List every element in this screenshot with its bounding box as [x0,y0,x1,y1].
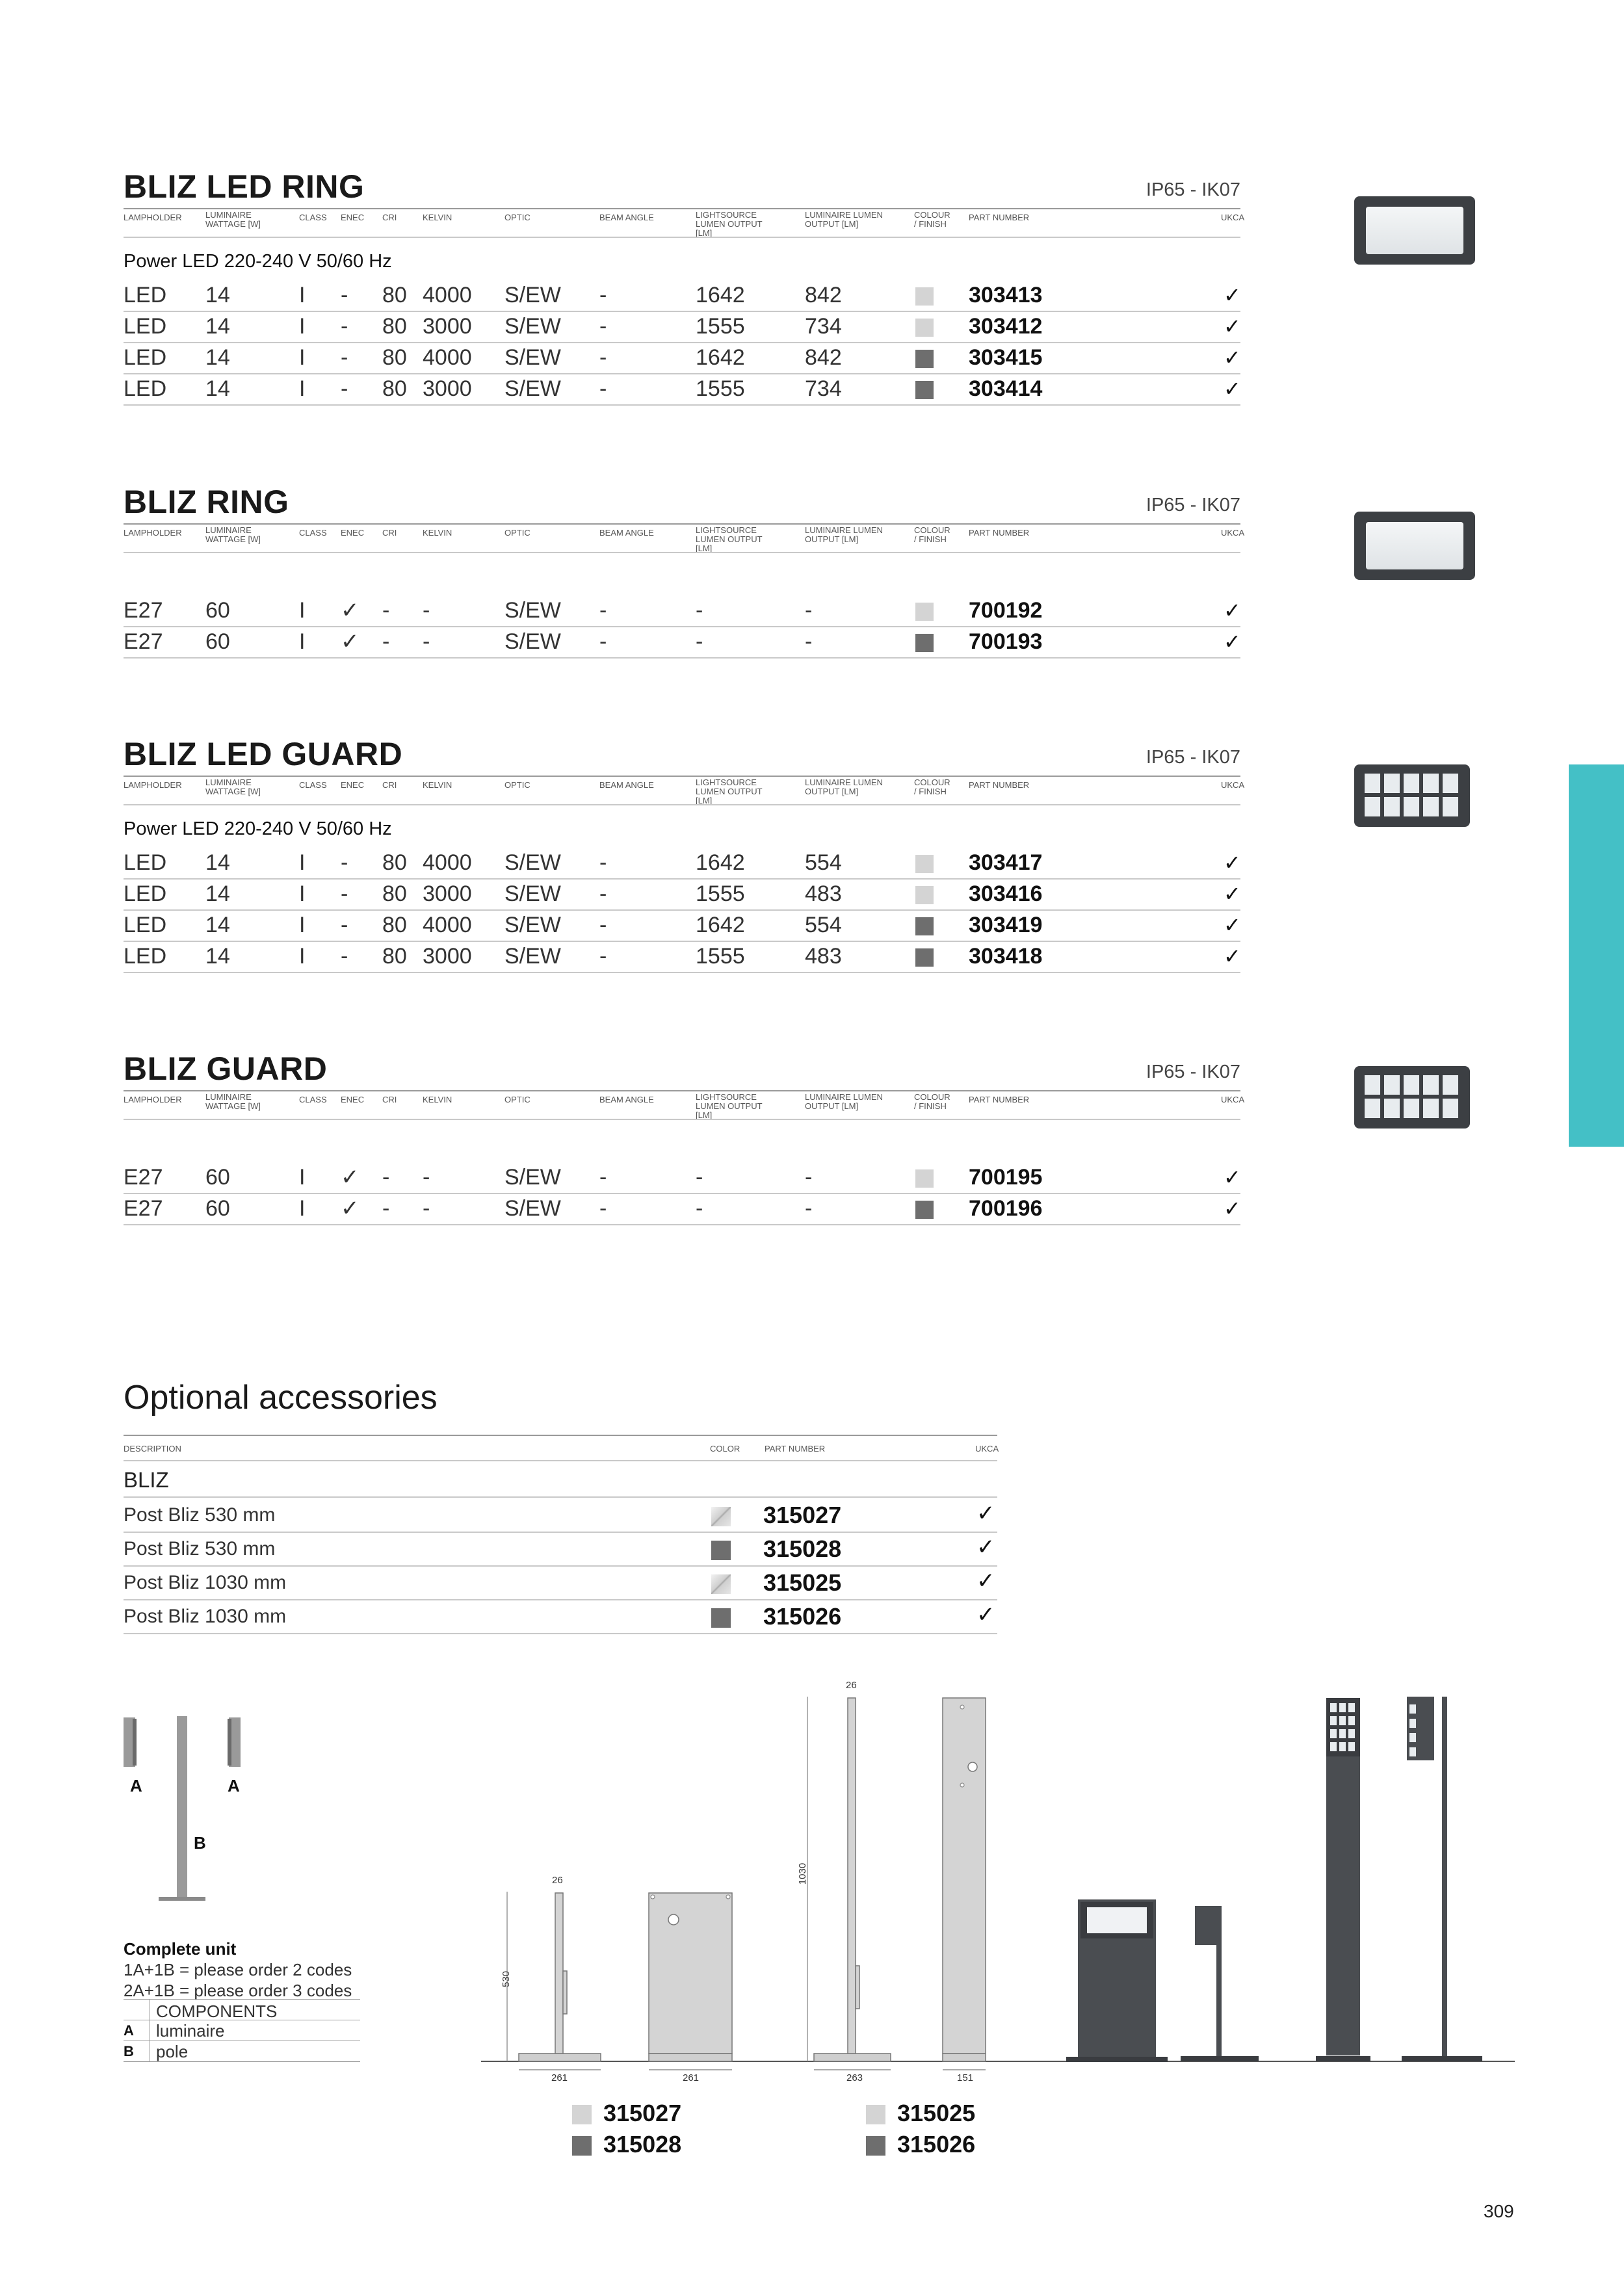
cell-ukca: ✓ [1224,1166,1241,1189]
header-class: CLASS [299,528,327,538]
header-beam: BEAM ANGLE [599,780,654,790]
cell-ls: 1642 [696,850,745,875]
cell-cls: I [299,376,306,401]
cell-ukca: ✓ [1224,377,1241,400]
cell-kelvin: 4000 [423,913,472,937]
cell-ls: - [696,1165,703,1190]
cell-cri: - [382,598,390,623]
finish-swatch-dark [711,1541,731,1560]
bliz-led-guard-product-image [1354,764,1470,827]
cell-optic: S/EW [504,598,561,623]
accessory-row [124,1567,997,1600]
cell-beam: - [599,1165,607,1190]
finish-swatch-light [711,1574,731,1594]
cell-ukca: ✓ [1224,346,1241,369]
cell-lum: 554 [805,850,842,875]
header-cri: CRI [382,213,397,222]
cell-lum: - [805,1196,813,1221]
finish-swatch-dark [915,634,934,652]
cell-cls: I [299,944,306,969]
cell-lum: - [805,629,813,654]
code-315027: 315027 [603,2100,682,2126]
header-class: CLASS [299,780,327,790]
header-enec: ENEC [341,780,365,790]
cell-ukca: ✓ [1224,1197,1241,1220]
header-class: CLASS [299,1095,327,1104]
header-part: PART NUMBER [969,213,1030,222]
cell-kelvin: - [423,598,430,623]
cell-watt: 14 [205,283,230,307]
cell-kelvin: 3000 [423,944,472,969]
section-title: BLIZ RING [124,484,289,520]
header-ukca: UKCA [975,1444,999,1454]
cell-lum: - [805,598,813,623]
dim-530: 530 [501,1970,512,1988]
table-row [124,595,1240,627]
cell-beam: - [599,598,607,623]
accessory-description: Post Bliz 1030 mm [124,1606,287,1627]
cell-ukca: ✓ [1224,599,1241,622]
ukca-check: ✓ [976,1569,995,1593]
cell-ls: 1642 [696,283,745,307]
cell-cls: I [299,598,306,623]
header-kelvin: KELVIN [423,780,452,790]
header-optic: OPTIC [504,1095,530,1104]
cell-part: 700195 [969,1165,1043,1190]
cell-lum: 842 [805,283,842,307]
cell-lum: 734 [805,376,842,401]
cell-watt: 14 [205,345,230,370]
cell-lamp: E27 [124,1196,163,1221]
cell-optic: S/EW [504,629,561,654]
dim-263: 263 [846,2072,863,2083]
finish-swatch-dark [572,2136,592,2156]
cell-lamp: E27 [124,1165,163,1190]
header-enec: ENEC [341,1095,365,1104]
cell-beam: - [599,629,607,654]
cell-kelvin: 4000 [423,850,472,875]
finish-swatch-dark [866,2136,885,2156]
cell-beam: - [599,345,607,370]
cell-part: 303419 [969,913,1043,937]
bliz-guard-product-image [1354,1066,1470,1128]
header-ls_lumen: LIGHTSOURCE LUMEN OUTPUT [LM] [696,525,763,553]
cell-cri: 80 [382,850,407,875]
cell-lamp: LED [124,850,167,875]
bliz-ring-product-image [1354,512,1475,580]
finish-swatch-light [866,2105,885,2124]
cell-enec: - [341,314,348,339]
accessories-header-line [124,1435,997,1436]
accessory-part-number: 315025 [763,1569,842,1596]
cell-cls: I [299,913,306,937]
cell-lamp: LED [124,345,167,370]
header-kelvin: KELVIN [423,528,452,538]
table-row [124,311,1240,343]
cell-lamp: LED [124,376,167,401]
finish-swatch-dark [915,917,934,935]
header-optic: OPTIC [504,780,530,790]
dim-261-front: 261 [683,2072,700,2083]
header-lum_lumen: LUMINAIRE LUMEN OUTPUT [LM] [805,1092,883,1111]
table-row [124,909,1240,942]
accessory-description: Post Bliz 530 mm [124,1538,276,1559]
table-row [124,342,1240,374]
header-colour: COLOUR / FINISH [914,210,950,229]
cell-cls: I [299,850,306,875]
section-subtitle: Power LED 220-240 V 50/60 Hz [124,818,392,839]
cell-watt: 14 [205,850,230,875]
header-enec: ENEC [341,213,365,222]
cell-enec: - [341,850,348,875]
cell-kelvin: 3000 [423,314,472,339]
cell-ls: - [696,629,703,654]
cell-ukca: ✓ [1224,315,1241,338]
cell-watt: 14 [205,913,230,937]
cell-ls: - [696,598,703,623]
finish-swatch-light [915,855,934,873]
finish-swatch-light [915,319,934,337]
header-wattage: LUMINAIRE WATTAGE [W] [205,210,261,229]
cell-ukca: ✓ [1224,851,1241,874]
cell-part: 700196 [969,1196,1043,1221]
cell-kelvin: - [423,629,430,654]
ip-rating: IP65 - IK07 [1146,1062,1240,1082]
cell-ls: 1642 [696,345,745,370]
cell-kelvin: 3000 [423,881,472,906]
cell-ukca: ✓ [1224,630,1241,653]
cell-part: 700192 [969,598,1043,623]
section-title: BLIZ LED GUARD [124,736,403,772]
cell-ukca: ✓ [1224,283,1241,307]
cell-ukca: ✓ [1224,945,1241,968]
technical-drawings [481,1664,1521,2087]
cell-watt: 60 [205,629,230,654]
cell-part: 700193 [969,629,1043,654]
cell-beam: - [599,850,607,875]
accessory-part-number: 315028 [763,1535,842,1562]
table-row [124,878,1240,911]
cell-cri: 80 [382,913,407,937]
cell-cri: - [382,1165,390,1190]
header-lampholder: LAMPHOLDER [124,780,182,790]
cell-cri: - [382,1196,390,1221]
accessory-description: Post Bliz 1030 mm [124,1572,287,1593]
cell-enec: ✓ [341,1196,360,1221]
cell-optic: S/EW [504,283,561,307]
cell-cri: 80 [382,944,407,969]
cell-kelvin: 4000 [423,283,472,307]
cell-lamp: LED [124,314,167,339]
component-b-value: pole [156,2042,189,2061]
cell-optic: S/EW [504,913,561,937]
finish-swatch-light [572,2105,592,2124]
section-title: BLIZ GUARD [124,1050,328,1087]
ukca-check: ✓ [976,1501,995,1526]
header-ukca: UKCA [1221,780,1245,790]
ukca-check: ✓ [976,1602,995,1627]
header-color: COLOR [710,1444,740,1454]
cell-part: 303416 [969,881,1043,906]
finish-swatch-light [915,1169,934,1188]
finish-swatch-dark [711,1608,731,1628]
dim-26-tall: 26 [846,1680,857,1691]
cell-ls: 1555 [696,314,745,339]
cell-cri: 80 [382,376,407,401]
cell-lamp: E27 [124,598,163,623]
header-optic: OPTIC [504,213,530,222]
accessories-group-label: BLIZ [124,1468,169,1492]
accessory-row [124,1533,997,1567]
cell-beam: - [599,314,607,339]
header-enec: ENEC [341,528,365,538]
cell-enec: ✓ [341,629,360,654]
components-diagram [121,1710,251,1905]
cell-lum: 554 [805,913,842,937]
table-header [124,210,1245,238]
cell-watt: 14 [205,314,230,339]
cell-lamp: LED [124,944,167,969]
cell-watt: 14 [205,881,230,906]
finish-swatch-light [915,603,934,621]
cell-cls: I [299,881,306,906]
header-lum_lumen: LUMINAIRE LUMEN OUTPUT [LM] [805,777,883,796]
section-subtitle: Power LED 220-240 V 50/60 Hz [124,251,392,272]
cell-enec: ✓ [341,1165,360,1190]
cell-watt: 60 [205,1165,230,1190]
cell-ls: 1555 [696,881,745,906]
header-lum_lumen: LUMINAIRE LUMEN OUTPUT [LM] [805,525,883,544]
order-rule-1: 1A+1B = please order 2 codes [124,1960,352,1979]
cell-cri: 80 [382,881,407,906]
finish-swatch-light [711,1507,731,1526]
label-a-left: A [130,1776,142,1795]
cell-cls: I [299,1165,306,1190]
header-ls_lumen: LIGHTSOURCE LUMEN OUTPUT [LM] [696,210,763,238]
accessory-part-number: 315026 [763,1603,842,1630]
cell-lum: - [805,1165,813,1190]
header-part: PART NUMBER [969,780,1030,790]
finish-swatch-dark [915,381,934,399]
header-beam: BEAM ANGLE [599,1095,654,1104]
dim-151: 151 [957,2072,974,2083]
page-number: 309 [1484,2201,1514,2221]
components-label: COMPONENTS [156,2002,278,2021]
cell-beam: - [599,913,607,937]
header-ls_lumen: LIGHTSOURCE LUMEN OUTPUT [LM] [696,1092,763,1120]
accessory-row [124,1499,997,1533]
code-315028: 315028 [603,2131,682,2158]
cell-part: 303413 [969,283,1043,307]
cell-watt: 60 [205,1196,230,1221]
cell-enec: - [341,376,348,401]
cell-lamp: LED [124,283,167,307]
header-class: CLASS [299,213,327,222]
header-wattage: LUMINAIRE WATTAGE [W] [205,525,261,544]
table-row [124,1162,1240,1194]
cell-lamp: LED [124,881,167,906]
ukca-check: ✓ [976,1535,995,1559]
cell-lum: 483 [805,881,842,906]
dim-26-short: 26 [552,1875,563,1886]
cell-optic: S/EW [504,314,561,339]
chapter-tab [1569,764,1624,1147]
header-lampholder: LAMPHOLDER [124,528,182,538]
cell-watt: 60 [205,598,230,623]
cell-optic: S/EW [504,850,561,875]
cell-beam: - [599,881,607,906]
header-part: PART NUMBER [969,528,1030,538]
header-cri: CRI [382,1095,397,1104]
header-cri: CRI [382,780,397,790]
order-rule-2: 2A+1B = please order 3 codes [124,1981,352,2000]
cell-enec: - [341,944,348,969]
cell-enec: - [341,913,348,937]
accessories-header [124,1442,997,1457]
header-ukca: UKCA [1221,213,1245,222]
table-row [124,1193,1240,1225]
cell-cri: 80 [382,345,407,370]
header-kelvin: KELVIN [423,1095,452,1104]
header-beam: BEAM ANGLE [599,528,654,538]
cell-lum: 734 [805,314,842,339]
cell-lamp: LED [124,913,167,937]
cell-beam: - [599,1196,607,1221]
cell-optic: S/EW [504,345,561,370]
cell-lum: 483 [805,944,842,969]
cell-cri: 80 [382,283,407,307]
finish-swatch-light [915,886,934,904]
cell-beam: - [599,376,607,401]
cell-lamp: E27 [124,629,163,654]
header-lampholder: LAMPHOLDER [124,213,182,222]
cell-kelvin: - [423,1196,430,1221]
cell-cls: I [299,314,306,339]
cell-enec: - [341,283,348,307]
ip-rating: IP65 - IK07 [1146,179,1240,200]
cell-enec: - [341,345,348,370]
table-row [124,626,1240,659]
finish-swatch-light [915,287,934,306]
header-description: DESCRIPTION [124,1444,181,1454]
header-part: PART NUMBER [969,1095,1030,1104]
cell-enec: ✓ [341,598,360,623]
label-b: B [194,1833,206,1853]
finish-swatch-dark [915,1201,934,1219]
cell-lum: 842 [805,345,842,370]
header-optic: OPTIC [504,528,530,538]
cell-kelvin: 4000 [423,345,472,370]
cell-optic: S/EW [504,376,561,401]
header-ukca: UKCA [1221,528,1245,538]
cell-kelvin: 3000 [423,376,472,401]
section-title: BLIZ LED RING [124,168,365,205]
accessory-description: Post Bliz 530 mm [124,1504,276,1526]
cell-cls: I [299,629,306,654]
header-ls_lumen: LIGHTSOURCE LUMEN OUTPUT [LM] [696,777,763,805]
header-beam: BEAM ANGLE [599,213,654,222]
header-colour: COLOUR / FINISH [914,777,950,796]
header-ukca: UKCA [1221,1095,1245,1104]
table-header [124,777,1245,805]
cell-cri: - [382,629,390,654]
cell-optic: S/EW [504,944,561,969]
cell-ukca: ✓ [1224,913,1241,937]
cell-part: 303415 [969,345,1043,370]
header-wattage: LUMINAIRE WATTAGE [W] [205,777,261,796]
cell-cls: I [299,1196,306,1221]
ip-rating: IP65 - IK07 [1146,495,1240,515]
header-lum_lumen: LUMINAIRE LUMEN OUTPUT [LM] [805,210,883,229]
header-lampholder: LAMPHOLDER [124,1095,182,1104]
accessory-part-number: 315027 [763,1502,842,1528]
accessories-subheader-line [124,1460,997,1461]
code-315025: 315025 [897,2100,976,2126]
complete-unit-heading: Complete unit [124,1939,237,1959]
cell-ls: - [696,1196,703,1221]
cell-enec: - [341,881,348,906]
finish-swatch-dark [915,948,934,967]
accessory-row [124,1600,997,1634]
table-header [124,1092,1245,1120]
cell-part: 303417 [969,850,1043,875]
cell-cls: I [299,283,306,307]
cell-beam: - [599,944,607,969]
code-315026: 315026 [897,2131,976,2158]
cell-part: 303412 [969,314,1043,339]
cell-cri: 80 [382,314,407,339]
cell-ukca: ✓ [1224,882,1241,906]
header-colour: COLOUR / FINISH [914,1092,950,1111]
cell-part: 303414 [969,376,1043,401]
cell-part: 303418 [969,944,1043,969]
cell-kelvin: - [423,1165,430,1190]
component-a-value: luminaire [156,2021,225,2041]
dim-1030: 1030 [797,1862,809,1885]
cell-ls: 1555 [696,376,745,401]
cell-cls: I [299,345,306,370]
header-cri: CRI [382,528,397,538]
header-wattage: LUMINAIRE WATTAGE [W] [205,1092,261,1111]
header-colour: COLOUR / FINISH [914,525,950,544]
component-a-key: A [124,2022,134,2039]
table-row [124,941,1240,973]
table-row [124,847,1240,880]
cell-optic: S/EW [504,881,561,906]
cell-watt: 14 [205,944,230,969]
finish-swatch-dark [915,350,934,368]
header-kelvin: KELVIN [423,213,452,222]
cell-ls: 1555 [696,944,745,969]
cell-optic: S/EW [504,1165,561,1190]
cell-watt: 14 [205,376,230,401]
cell-beam: - [599,283,607,307]
header-part-number: PART NUMBER [765,1444,826,1454]
cell-optic: S/EW [504,1196,561,1221]
accessories-group-line [124,1496,997,1498]
component-b-key: B [124,2043,134,2059]
cell-ls: 1642 [696,913,745,937]
table-row [124,280,1240,312]
table-header [124,525,1245,553]
bliz-led-ring-product-image [1354,196,1475,265]
table-row [124,373,1240,406]
dim-261-side: 261 [551,2072,568,2083]
ip-rating: IP65 - IK07 [1146,747,1240,768]
accessories-title: Optional accessories [124,1379,438,1416]
label-a-right: A [228,1776,240,1795]
